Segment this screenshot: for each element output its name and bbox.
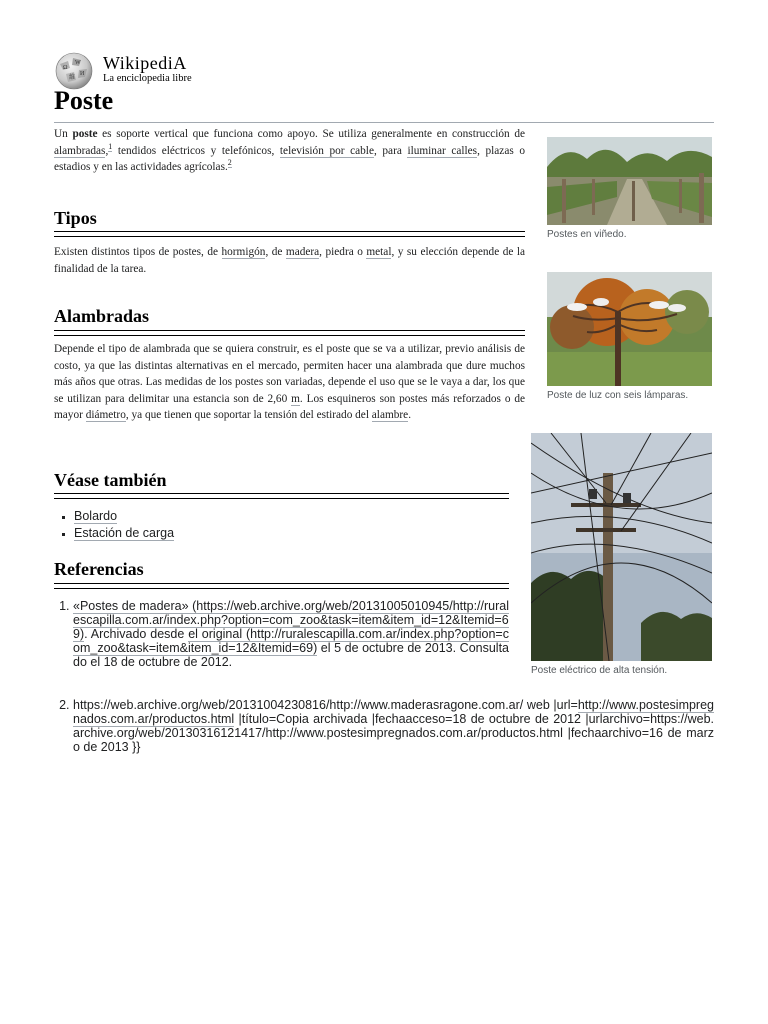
page-title: Poste (54, 86, 114, 115)
link-television-por-cable[interactable]: televisión por cable (279, 144, 374, 157)
heading-alambradas: Alambradas (54, 306, 150, 326)
heading-tipos-rule (54, 231, 525, 237)
wikipedia-tagline: La enciclopedia libre (103, 73, 192, 84)
svg-text:Ω: Ω (63, 65, 68, 71)
figure-vineyard (547, 137, 712, 240)
svg-text:W: W (75, 60, 81, 66)
citation-1[interactable]: 1 (108, 141, 113, 151)
figure-power-pole (531, 433, 712, 676)
link-diametro[interactable]: diámetro (85, 409, 126, 421)
references-list-2 (54, 698, 714, 754)
wikipedia-globe-icon (54, 52, 94, 90)
heading-alambradas-rule (54, 330, 525, 336)
tipos-paragraph: Existen distintos tipos de postes, de hormigón, de madera, piedra o metal, y su elección depende de la finalidad de la tarea. (54, 246, 526, 275)
reference-1-link-original[interactable]: el original (http://ruralescapilla.com.ar/index.php?option=com_zoo&task=item&item_id=12&Itemid=69) (73, 627, 509, 655)
title-divider (54, 122, 714, 123)
see-also-list (54, 508, 174, 542)
intro-bold-term: poste (72, 128, 98, 140)
svg-text:維: 維 (69, 75, 76, 81)
heading-vease-tambien: Véase también (54, 470, 167, 490)
heading-tipos: Tipos (54, 208, 97, 228)
heading-vease-tambien-rule (54, 493, 509, 499)
link-bolardo[interactable]: Bolardo (74, 509, 118, 523)
reference-item-1: 1. «Postes de madera» (https://web.archive.org/web/20131005010945/http://ruralescapilla.com.ar/index.php?option=com_zoo&task=item&item_id=12&Itemid=69). Archivado desde el original (http://ruralescapilla.com.ar/index.php?option=com_zoo&task=item&item_id=12&Itemid=69) el 5 de octubre de 2013. Consultado el 18 de octubre de 2012. (73, 599, 509, 669)
svg-text:И: И (80, 71, 85, 77)
link-estacion-de-carga[interactable]: Estación de carga (74, 526, 175, 540)
lamp-caption: Poste de luz con seis lámparas. (547, 390, 689, 401)
reference-item-2: 2. https://web.archive.org/web/20131004230816/http://www.maderasragone.com.ar/ web |url=http://www.postesimpregnados.com.ar/productos.html |título=Copia archivada |fechaacceso=18 de octubre de 2012 |urlarchivo=https://web.archive.org/web/20130316121417/http://www.postesimpregnados.com.ar/productos.html |fechaarchivo=16 de marzo de 2013 }} (73, 698, 714, 754)
list-item (74, 525, 174, 542)
heading-referencias-rule (54, 583, 509, 589)
reference-1-link-postes-de-madera[interactable]: «Postes de madera» (https://web.archive.org/web/20131005010945/http://ruralescapilla.com.ar/index.php?option=com_zoo&task=item&item_id=12&Itemid=69) (73, 599, 509, 641)
list-item (74, 508, 174, 525)
link-alambradas[interactable]: alambradas (54, 144, 106, 157)
wikipedia-logo[interactable] (54, 52, 214, 90)
wikipedia-wordmark: WikipediA (103, 53, 187, 73)
power-pole-image[interactable] (531, 433, 712, 661)
power-pole-caption: Poste eléctrico de alta tensión. (531, 665, 668, 676)
intro-paragraph: Un poste es soporte vertical que funciona como apoyo. Se utiliza generalmente en construcción de alambradas,$^1$ tendidos eléctricos y telefónicos, televisión por cable, para iluminar calles, plazas o estadios y en las actividades agrícolas.$^2$ (54, 128, 525, 173)
references-list-1 (54, 599, 509, 669)
vineyard-caption: Postes en viñedo. (547, 229, 627, 240)
link-alambre[interactable]: alambre (371, 409, 409, 421)
citation-2[interactable]: 2 (227, 158, 232, 167)
vineyard-image[interactable] (547, 137, 712, 225)
reference-2-archive-url: https://web.archive.org/web/20131004230816/http://www.maderasragone.com.ar/ (73, 698, 524, 712)
link-iluminar-calles[interactable]: iluminar calles (407, 144, 478, 157)
lamp-image[interactable] (547, 272, 712, 386)
link-hormigon[interactable]: hormigón (221, 246, 266, 258)
link-metro[interactable]: m (291, 392, 300, 405)
reference-2-link-productos[interactable]: http://www.postesimpregnados.com.ar/productos.html (73, 698, 714, 726)
figure-lamp (547, 272, 712, 401)
link-madera[interactable]: madera (285, 246, 320, 258)
heading-referencias: Referencias (54, 559, 144, 579)
link-metal[interactable]: metal (366, 246, 392, 258)
alambradas-paragraph: Depende el tipo de alambrada que se quiera construir, es el poste que se va a utilizar, previo análisis de costo, ya que las distintas alternativas en el mercado, permiten hacer una alambrada que dure muchos más años que otras. Las medidas de los postes son variadas, depende el uso que se le vaya a dar, los que se utilizan para delimitar una estancia son de 2,60 m. Los esquineros son postes más reforzados o de mayor diámetro, ya que tienen que soportar la tensión del estirado del alambre. (54, 343, 525, 421)
